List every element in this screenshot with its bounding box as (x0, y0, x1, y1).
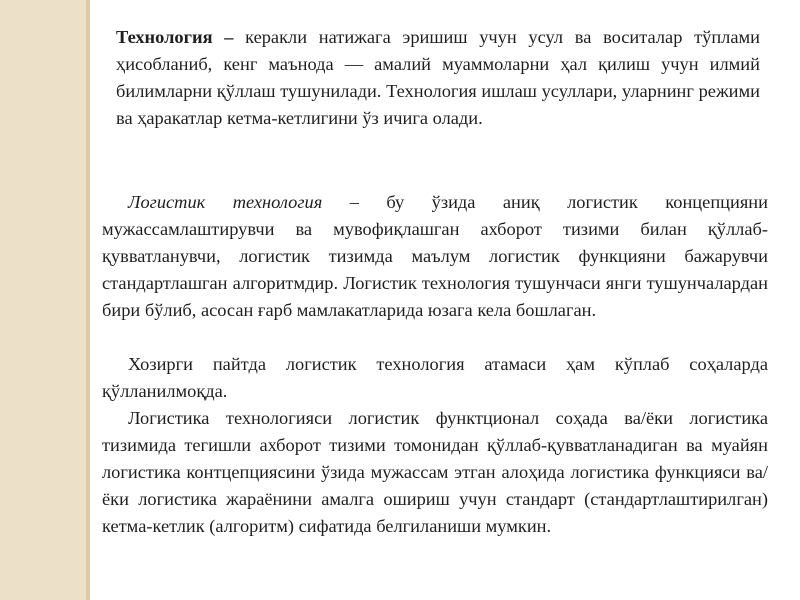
decorative-side-band (0, 0, 86, 600)
paragraph-logistics-technology-detail (102, 405, 768, 540)
paragraph-technology-definition (116, 24, 760, 132)
term-technology: Технология – (116, 27, 234, 47)
paragraph-technology-text: керакли натижага эришиш учун усул ва воситалар тўплами ҳисобланиб, кенг маънода — амалий муаммоларни ҳал қилиш учун илмий билимларни қўллаш тушунилади. Технология ишлаш усуллари, уларнинг режими ва ҳаракатлар кетма-кетлигини ўз ичига олади. (116, 27, 760, 128)
paragraph-logistics-technology-definition (102, 189, 768, 324)
paragraph-current-usage-text: Хозирги пайтда логистик технология атамаси ҳам кўплаб соҳаларда қўлланилмоқда. (102, 354, 768, 401)
term-logistics-technology: Логистик технология (128, 192, 323, 212)
paragraph-logistics-technology-detail-text: Логистика технологияси логистик функтционал соҳада ва/ёки логистика тизимида тегишли ахборот тизими томонидан қўллаб-қувватланадиган ва муайян логистика контцепциясини ўзида мужассам этган алоҳида логистика функцияси ва/ёки логистика жараёнини амалга ошириш учун стандарт (стандартлаштирилган) кетма-кетлик (алгоритм) сифатида белгиланиши мумкин. (102, 408, 768, 536)
decorative-side-line (86, 0, 90, 600)
paragraph-current-usage (102, 351, 768, 405)
paragraph-logistics-technology-text: – бу ўзида аниқ логистик концепцияни мужассамлаштирувчи ва мувофиқлашган ахборот тизими билан қўллаб-қувватланувчи, логистик тизимда маълум логистик функцияни бажарувчи стандартлашган алгоритмдир. Логистик технология тушунчаси янги тушунчалардан бири бўлиб, асосан ғарб мамлакатларида юзага кела бошлаган. (102, 192, 768, 320)
